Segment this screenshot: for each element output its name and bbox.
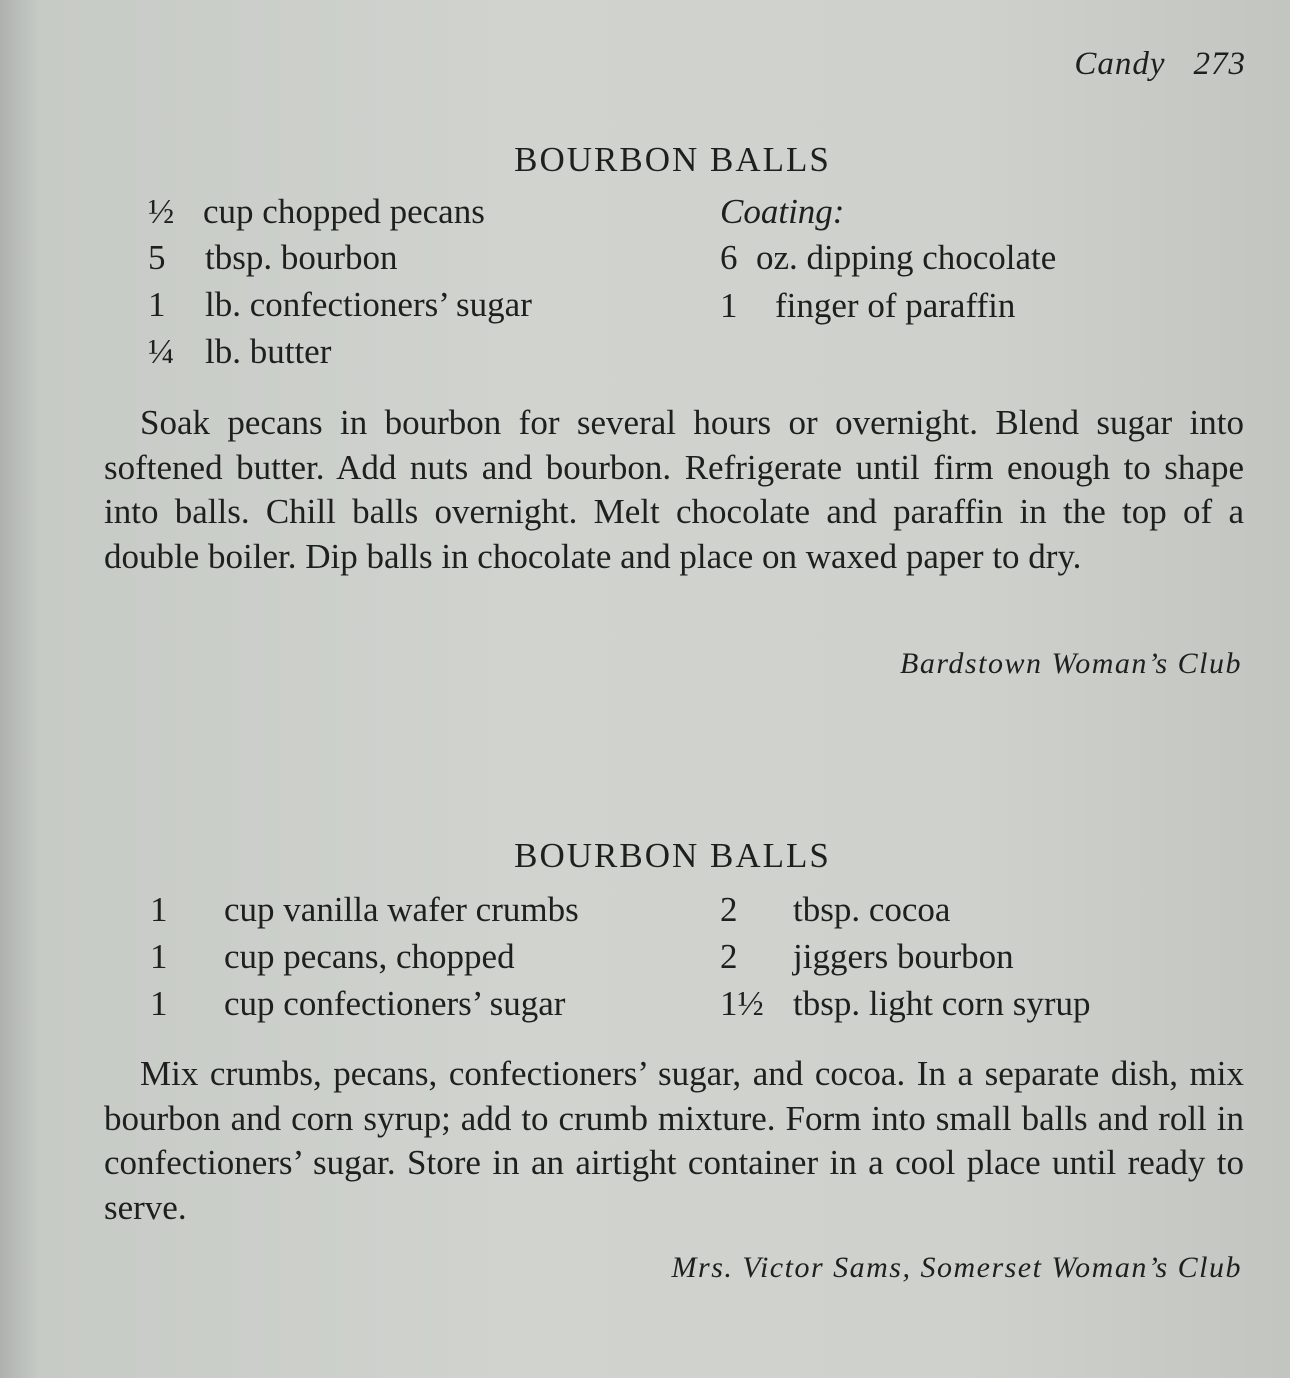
ingredient: [720, 986, 1090, 1021]
directions-text: Soak pecans in bourbon for several hours or overnight. Blend sugar into softened butter. Add nuts and bourbon. Refrigerate until firm enough to shape into balls. Chill balls overnight. Melt chocolate and paraffin in the top of a double boiler. Dip balls in chocolate and place on waxed paper to dry.: [104, 403, 1244, 576]
section-name: Candy: [1074, 46, 1166, 82]
ingredient-item: jiggers bourbon: [793, 937, 1014, 976]
ingredient-qty: 1: [150, 984, 168, 1023]
ingredient-qty: 1½: [720, 984, 764, 1023]
ingredient: [150, 939, 515, 974]
recipe-credit: Bardstown Woman’s Club: [900, 647, 1242, 680]
ingredient-item: tbsp. bourbon: [205, 238, 398, 277]
ingredient: [148, 240, 398, 275]
ingredient-item: cup pecans, chopped: [224, 937, 515, 976]
ingredient-item: cup chopped pecans: [203, 192, 485, 231]
ingredient: [150, 986, 565, 1021]
running-head: [1074, 46, 1246, 83]
ingredient: [148, 334, 331, 369]
ingredient-item: lb. confectioners’ sugar: [205, 285, 532, 324]
ingredient-qty: 1: [148, 285, 166, 324]
ingredient-item: cup confectioners’ sugar: [224, 984, 566, 1023]
ingredient-qty: 1: [150, 890, 168, 929]
directions-text: Mix crumbs, pecans, confectioners’ sugar, and cocoa. In a separate dish, mix bourbon and corn syrup; add to crumb mixture. Form into small balls and roll in confectioners’ sugar. Store in an airtight container in a cool place until ready to serve.: [104, 1054, 1244, 1227]
ingredient-item: finger of paraffin: [775, 286, 1016, 325]
ingredient: [148, 287, 532, 322]
recipe-credit: Mrs. Victor Sams, Somerset Woman’s Club: [671, 1251, 1242, 1284]
gutter-shadow: [0, 0, 40, 1378]
ingredient-item: oz. dipping chocolate: [756, 238, 1057, 277]
ingredient-qty: 1: [150, 937, 168, 976]
coating-heading: Coating:: [720, 192, 845, 231]
recipe-directions: [104, 401, 1244, 579]
page-number: 273: [1193, 46, 1246, 82]
recipe-title: BOURBON BALLS: [514, 836, 831, 875]
ingredient-item: cup vanilla wafer crumbs: [224, 890, 579, 929]
ingredient-qty: 6: [720, 238, 738, 277]
ingredient-qty: ¼: [148, 332, 175, 371]
ingredient: [150, 892, 579, 927]
recipe-directions: [104, 1052, 1244, 1230]
ingredient-qty: 1: [720, 286, 738, 325]
ingredient-qty: ½: [148, 192, 175, 231]
ingredient-qty: 2: [720, 890, 738, 929]
ingredient: [720, 939, 1014, 974]
ingredient-qty: 5: [148, 238, 166, 277]
ingredient-item: tbsp. light corn syrup: [793, 984, 1091, 1023]
ingredient: [720, 240, 1056, 275]
ingredient-item: tbsp. cocoa: [793, 890, 951, 929]
ingredient: [720, 892, 950, 927]
ingredient-qty: 2: [720, 937, 738, 976]
ingredient-item: lb. butter: [205, 332, 332, 371]
ingredient: [720, 288, 1015, 323]
ingredient: [148, 194, 485, 229]
recipe-title: BOURBON BALLS: [514, 140, 831, 179]
